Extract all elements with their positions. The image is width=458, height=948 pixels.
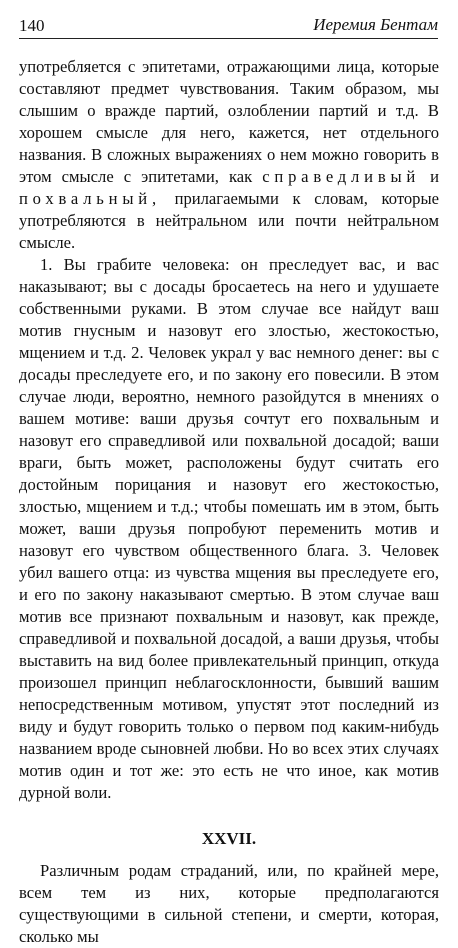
page-number: 140 [19,16,45,35]
spaced-word: справедливый [262,167,421,186]
spaced-word: похвальный, [19,189,161,208]
paragraph-text: прилагаемыми к словам, которые употребляются в нейтральном или почти нейтральном смысле. [19,189,439,252]
paragraph-examples: 1. Вы грабите человека: он преследует вас, и вас наказывают; вы с досады бросаетесь на него и удушаете собственными руками. В этом случае все найдут ваш мотив гнусным и назовут его злостью, жестокостью, мщением и т.д. 2. Человек украл у вас немного денег: вы с досады преследуете его, и по закону его повесили. В этом случае люди, вероятно, немного разойдутся в мнениях о вашем мотиве: ваши друзья сочтут его похвальным и назовут его справедливой или похвальной досадой; ваши враги, быть может, расположены будут считать его достойным порицания и назовут его жестокостью, злостью, мщением и т.д.; чтобы помешать им в этом, быть может, ваши друзья попробуют переменить мотив и назовут его чувством общественного блага. 3. Человек убил вашего отца: из чувства мщения вы преследуете его, и его по закону наказывают смертью. В этом случае ваш мотив все признают похвальным и назовут, как прежде, справедливой и похвальной досадой, а ваши друзья, чтобы выставить на вид более привлекательный принцип, откуда произошел принцип неблагосклонности, бывший вашим непосредственным мотивом, упустят этот последний из виду и будут говорить только о первом под каким-нибудь названием вроде сыновней любви. Но во всех этих случаях мотив один и тот же: это есть не что иное, как мотив дурной воли. [19,255,439,802]
paragraph-text: употребляется с эпитетами, отражающими лица, которые составляют предмет чувствования. Таким образом, мы слышим о вражде партий, озлоблении партий и т.д. В хорошем смысле для него, кажется, нет отдельного названия. В сложных выражениях о нем можно говорить в этом смысле с эпитетами, как [19,57,439,186]
paragraph-next: Различным родам страданий, или, по крайней мере, всем тем из них, которые предполагаются существующими в сильной степени, и смерти, которая, сколько мы [19,861,439,946]
page-header [19,10,438,39]
body-text [19,56,439,948]
conjunction-text: и [430,167,439,186]
running-title: Иеремия Бентам [313,15,438,34]
section-heading: XXVII. [201,829,257,848]
paragraph-continued [19,56,439,254]
